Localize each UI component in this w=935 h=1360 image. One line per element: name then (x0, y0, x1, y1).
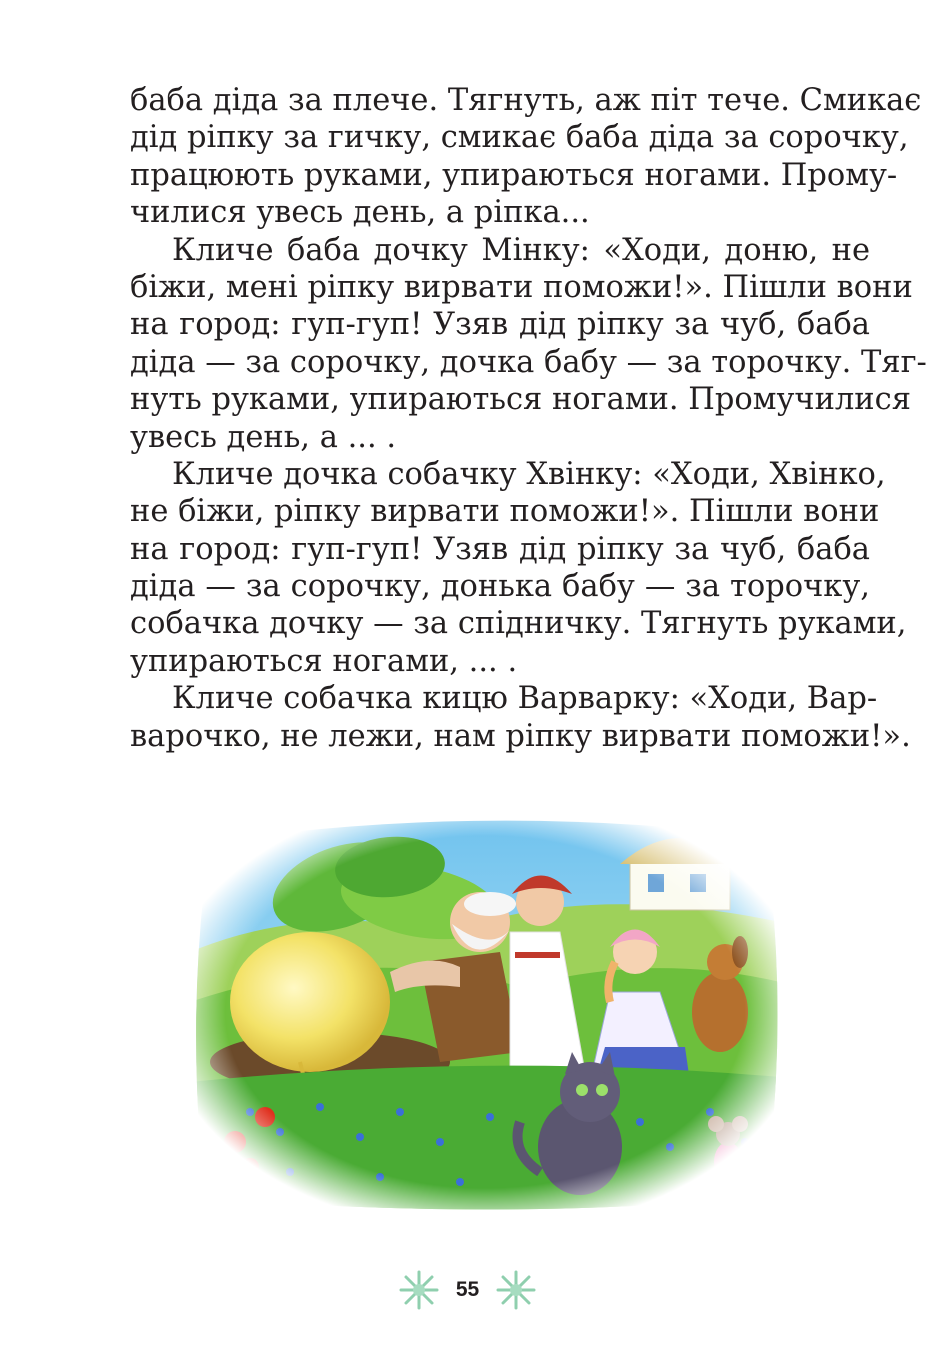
text-line: Кличе собачка кицю Варварку: «Ходи, Вар- (172, 681, 878, 717)
text-line: собачка дочку — за спідничку. Тягнуть руками, (130, 606, 907, 642)
page-footer (0, 1268, 935, 1312)
text-line: дід ріпку за гичку, смикає баба діда за сорочку, (130, 120, 909, 156)
text-line: біжи, мені ріпку вирвати поможи!». Пішли вони (130, 269, 913, 305)
text-line: увесь день, а ... . (130, 419, 397, 455)
text-line: упираються ногами, ... . (130, 643, 518, 679)
text-line: на город: гуп-гуп! Узяв дід ріпку за чуб, баба (130, 531, 870, 567)
text-line: діда — за сорочку, донька бабу — за торочку, (130, 569, 870, 605)
text-line: баба діда за плече. Тягнуть, аж піт тече. Смикає (130, 83, 922, 118)
snowflake-ornament-icon (495, 1269, 537, 1311)
text-line: Кличе дочка собачку Хвінку: «Ходи, Хвінко, (172, 456, 886, 492)
text-line: діда — за сорочку, дочка бабу — за торочку. Тяг- (130, 344, 927, 380)
turnip-illustration (190, 812, 780, 1212)
text-line: Кличе баба дочку Мінку: «Ходи, доню, не (172, 232, 870, 268)
text-line: працюють руками, упираються ногами. Прому- (130, 157, 898, 193)
snowflake-ornament-icon (398, 1269, 440, 1311)
text-line: нуть руками, упираються ногами. Промучилися (130, 382, 911, 418)
story-text (130, 82, 927, 755)
text-line: на город: гуп-гуп! Узяв дід ріпку за чуб, баба (130, 307, 870, 343)
text-line: не біжи, ріпку вирвати поможи!». Пішли вони (130, 494, 880, 530)
page-number: 55 (455, 1278, 480, 1301)
text-line: варочко, не лежи, нам ріпку вирвати поможи!». (130, 718, 911, 754)
text-line: чилися увесь день, а ріпка... (130, 195, 590, 231)
